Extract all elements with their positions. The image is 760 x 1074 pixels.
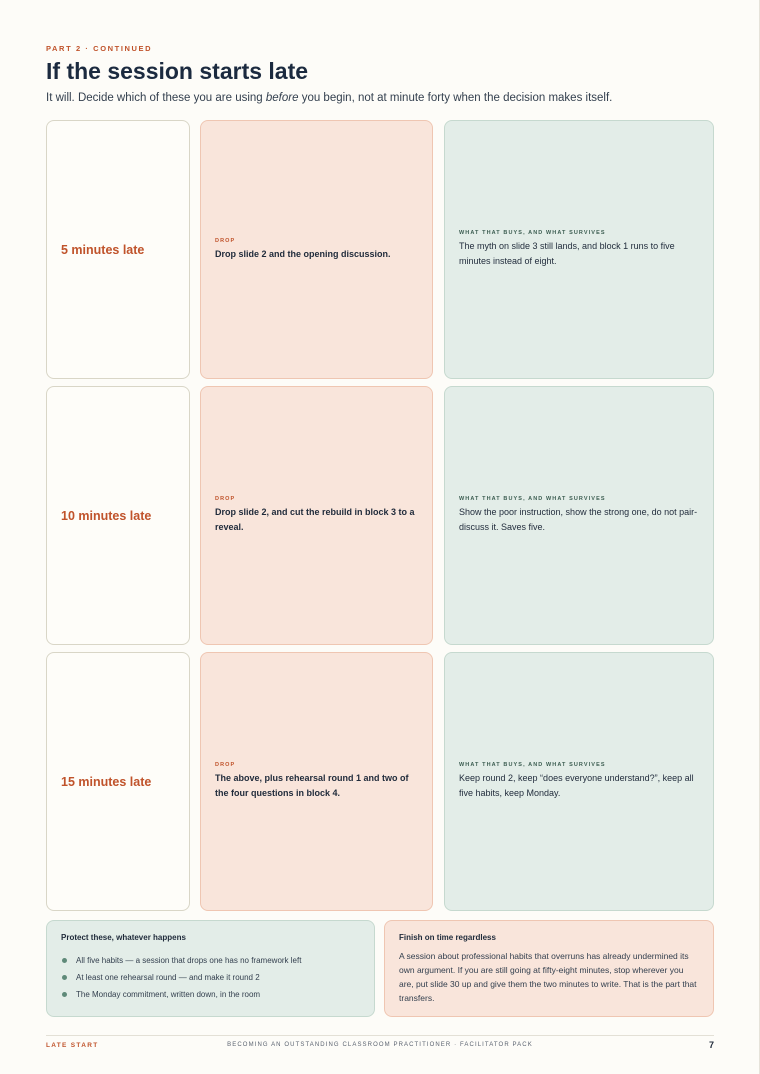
survives-tag: WHAT THAT BUYS, AND WHAT SURVIVES [459,230,606,236]
drop-text: Drop slide 2, and cut the rebuild in block 3 to a reveal. [215,507,415,532]
footer-divider [46,1035,714,1036]
drop-card [200,386,433,645]
section-kicker: PART 2 · CONTINUED [46,44,153,53]
survives-tag: WHAT THAT BUYS, AND WHAT SURVIVES [459,496,606,502]
intro-text [46,92,714,104]
protect-list [61,952,360,1003]
late-label-card [46,120,190,379]
bullet-dot-icon [62,958,67,963]
page-number: 7 [708,1040,714,1050]
bullet-dot-icon [62,992,67,997]
row-15-minutes [46,652,714,911]
late-label: 15 minutes late [61,774,152,789]
page-title: If the session starts late [46,58,309,84]
row-5-minutes [46,120,714,379]
drop-text: The above, plus rehearsal round 1 and two of the four questions in block 4. [215,773,409,798]
protect-item-text: The Monday commitment, written down, in the room [76,990,261,999]
drop-tag: DROP [215,237,236,244]
protect-title: Protect these, whatever happens [61,933,186,942]
protect-item [61,952,360,969]
drop-tag: DROP [215,762,236,768]
finish-text: A session about professional habits that overruns has already undermined its own argument. If you are still going at fifty-eight minutes, stop wherever you are, put slide 30 up and give them the two minutes to write. That is the part that transfers. [399,951,697,1003]
drop-tag: DROP [215,496,236,502]
protect-item [61,986,360,1003]
finish-panel [384,920,714,1017]
footer-section: LATE START [46,1042,99,1049]
survives-card [444,386,714,645]
survives-text: The myth on slide 3 still lands, and block 1 runs to five minutes instead of eight. [459,241,675,266]
survives-card [444,120,714,379]
intro-emphasis: before [265,92,299,104]
drop-card [200,120,433,379]
survives-tag: WHAT THAT BUYS, AND WHAT SURVIVES [459,762,606,768]
row-10-minutes [46,386,714,645]
intro-before: It will. Decide which of these you are using [46,92,266,104]
finish-title: Finish on time regardless [399,933,496,942]
bullet-dot-icon [62,975,67,980]
footer-publication: BECOMING AN OUTSTANDING CLASSROOM PRACTITIONER · FACILITATOR PACK [227,1042,533,1048]
survives-text: Show the poor instruction, show the strong one, do not pair-discuss it. Saves five. [459,507,698,532]
protect-panel [46,920,375,1017]
late-label-card [46,652,190,911]
protect-item [61,969,360,986]
protect-item-text: At least one rehearsal round — and make it round 2 [76,973,260,982]
page [46,0,714,1074]
late-label: 5 minutes late [61,242,145,257]
drop-card [200,652,433,911]
protect-item-text: All five habits — a session that drops one has no framework left [76,956,302,965]
survives-card [444,652,714,911]
survives-text: Keep round 2, keep “does everyone understand?”, keep all five habits, keep Monday. [459,773,694,798]
late-label-card [46,386,190,645]
intro-after: you begin, not at minute forty when the decision makes itself. [298,92,613,104]
drop-text: Drop slide 2 and the opening discussion. [215,248,391,259]
late-label: 10 minutes late [61,508,152,523]
bottom-panels [46,920,714,1017]
